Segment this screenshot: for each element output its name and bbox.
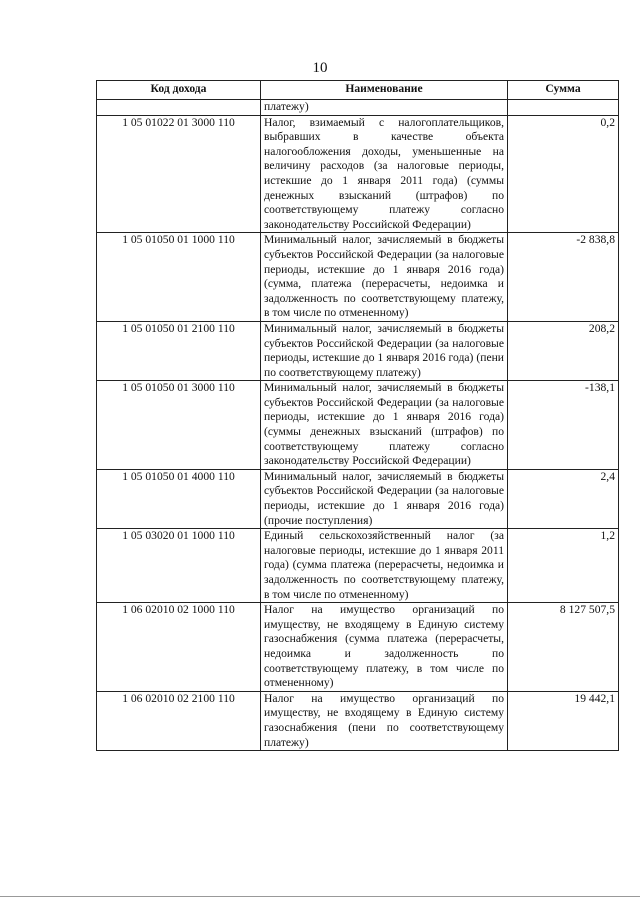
- table-row-continuation: [97, 100, 619, 116]
- page-number: 10: [312, 60, 328, 76]
- table-row: [97, 115, 619, 233]
- cell-code: 1 05 01050 01 2100 110: [97, 321, 261, 380]
- cell-sum: 8 127 507,5: [508, 603, 619, 692]
- cell-sum: 208,2: [508, 321, 619, 380]
- header-code: Код дохода: [97, 81, 261, 100]
- income-table: [96, 80, 619, 751]
- cell-name: Минимальный налог, зачисляемый в бюджеты субъектов Российской Федерации (за налоговые периоды, истекшие до 1 января 2016 года) (сумма, платежа (перерасчеты, недоимка и задолженность по соответствующему платежу, в том числе по отмененному): [261, 233, 508, 322]
- cell-name: Минимальный налог, зачисляемый в бюджеты субъектов Российской Федерации (за налоговые периоды, истекшие до 1 января 2016 года) (пени по соответствующему платежу): [261, 321, 508, 380]
- cell-code: 1 06 02010 02 2100 110: [97, 691, 261, 750]
- cell-code: [97, 100, 261, 116]
- cell-sum: 2,4: [508, 469, 619, 528]
- cell-name: Минимальный налог, зачисляемый в бюджеты субъектов Российской Федерации (за налоговые периоды, истекшие до 1 января 2016 года) (суммы денежных взысканий (штрафов) по соответствующему платежу согласно законодательству Российской Федерации): [261, 381, 508, 470]
- table-row: [97, 469, 619, 528]
- cell-sum: 1,2: [508, 529, 619, 603]
- cell-code: 1 05 01022 01 3000 110: [97, 115, 261, 233]
- cell-code: 1 06 02010 02 1000 110: [97, 603, 261, 692]
- cell-name: Минимальный налог, зачисляемый в бюджеты субъектов Российской Федерации (за налоговые периоды, истекшие до 1 января 2016 года) (прочие поступления): [261, 469, 508, 528]
- table-row: [97, 321, 619, 380]
- table-row: [97, 233, 619, 322]
- table-row: [97, 381, 619, 470]
- cell-name: платежу): [261, 100, 508, 116]
- cell-code: 1 05 03020 01 1000 110: [97, 529, 261, 603]
- header-name: Наименование: [261, 81, 508, 100]
- table-header-row: [97, 81, 619, 100]
- cell-sum: 19 442,1: [508, 691, 619, 750]
- cell-name: Единый сельскохозяйственный налог (за налоговые периоды, истекшие до 1 января 2011 года) (сумма платежа (перерасчеты, недоимка и задолженность по соответствующему платежу, в том числе по отмененному): [261, 529, 508, 603]
- page-bottom-rule: [0, 896, 640, 897]
- cell-name: Налог на имущество организаций по имуществу, не входящему в Единую систему газоснабжения (пени по соответствующему платежу): [261, 691, 508, 750]
- header-sum: Сумма: [508, 81, 619, 100]
- cell-code: 1 05 01050 01 4000 110: [97, 469, 261, 528]
- cell-sum: [508, 100, 619, 116]
- cell-code: 1 05 01050 01 3000 110: [97, 381, 261, 470]
- table-row: [97, 603, 619, 692]
- cell-sum: -2 838,8: [508, 233, 619, 322]
- cell-sum: -138,1: [508, 381, 619, 470]
- table-row: [97, 691, 619, 750]
- cell-name: Налог, взимаемый с налогоплательщиков, выбравших в качестве объекта налогообложения доходы, уменьшенные на величину расходов (за налоговые периоды, истекшие до 1 января 2011 года) (суммы денежных взысканий (штрафов) по соответствующему платежу согласно законодательству Российской Федерации): [261, 115, 508, 233]
- cell-name: Налог на имущество организаций по имуществу, не входящему в Единую систему газоснабжения (сумма платежа (перерасчеты, недоимка и задолженность по соответствующему платежу, в том числе по отмененному): [261, 603, 508, 692]
- table-row: [97, 529, 619, 603]
- cell-code: 1 05 01050 01 1000 110: [97, 233, 261, 322]
- cell-sum: 0,2: [508, 115, 619, 233]
